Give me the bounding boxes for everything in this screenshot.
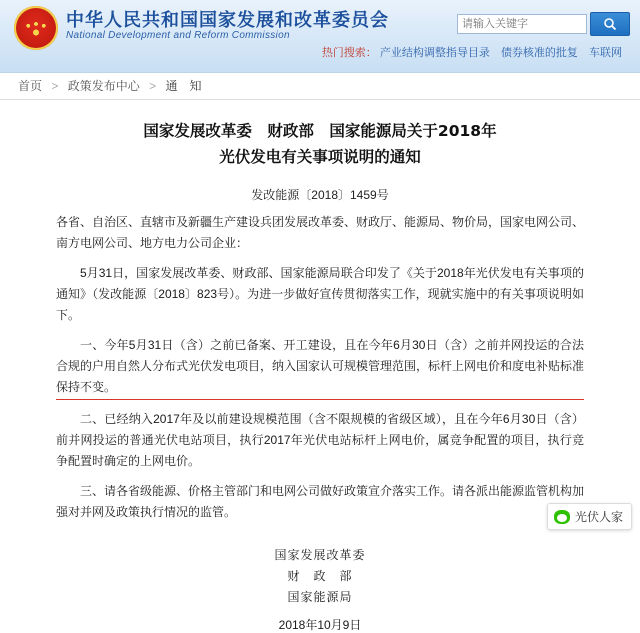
article-paragraph-recipients: 各省、自治区、直辖市及新疆生产建设兵团发展改革委、财政厅、能源局、物价局，国家电网公司、南方电网公司、地方电力公司企业：	[56, 215, 585, 250]
article-body	[56, 212, 584, 523]
signature-line-2: 国家能源局	[287, 590, 353, 604]
site-title-en: National Development and Reform Commission	[66, 30, 290, 41]
site-title-cn: 中华人民共和国国家发展和改革委员会	[66, 10, 389, 31]
signature-block	[56, 545, 584, 608]
article-paragraph-item-2: 二、已经纳入2017年及以前建设规模范围（含不限规模的省级区域），且在今年6月30日（含）前并网投运的普通光伏电站项目，执行2017年光伏电站标杆上网电价，属竞争配置的项目，执行竞争配置时确定的上网电价。	[56, 412, 584, 468]
breadcrumb-separator-1: >	[149, 79, 157, 93]
search-button[interactable]	[590, 12, 630, 36]
breadcrumb-item-notice: 通 知	[165, 79, 202, 93]
wechat-account-label: 光伏人家	[574, 510, 623, 524]
search-area	[457, 12, 630, 36]
issue-date: 2018年10月9日	[278, 618, 362, 632]
hot-search-bar	[322, 44, 630, 60]
hot-search-item-1[interactable]: 债券核准的批复	[500, 47, 578, 59]
breadcrumb-separator-0: >	[51, 79, 59, 93]
breadcrumb-item-home[interactable]: 首页	[18, 79, 43, 93]
search-icon	[603, 17, 617, 31]
breadcrumb	[0, 73, 640, 100]
article-paragraph-item-1: 一、今年5月31日（含）之前已备案、开工建设，且在今年6月30日（含）之前并网投运的合法合规的户用自然人分布式光伏发电项目，纳入国家认可规模管理范围，标杆上网电价和度电补贴标准保持不变。	[56, 335, 584, 400]
page-title-line1: 国家发展改革委 财政部 国家能源局关于2018年	[143, 122, 497, 140]
wechat-account-card[interactable]	[547, 503, 632, 530]
search-input[interactable]	[457, 14, 587, 34]
hot-search-item-0[interactable]: 产业结构调整指导目录	[379, 47, 490, 59]
document-number: 发改能源〔2018〕1459号	[251, 188, 389, 202]
signature-line-0: 国家发展改革委	[274, 548, 366, 562]
signature-line-1: 财 政 部	[287, 569, 353, 583]
page-title	[56, 118, 584, 170]
wechat-icon	[554, 510, 570, 524]
national-emblem-icon	[14, 6, 58, 50]
article	[0, 100, 640, 633]
hot-search-label: 热门搜索：	[321, 47, 377, 59]
page-title-line2: 光伏发电有关事项说明的通知	[219, 148, 421, 166]
breadcrumb-item-policy-center[interactable]: 政策发布中心	[67, 79, 140, 93]
article-paragraph-intro: 5月31日，国家发展改革委、财政部、国家能源局联合印发了《关于2018年光伏发电有关事项的通知》（发改能源〔2018〕823号）。为进一步做好宣传贯彻落实工作，现就实施中的有关事项说明如下。	[56, 266, 584, 322]
site-header	[0, 0, 640, 73]
hot-search-item-2[interactable]: 车联网	[589, 47, 622, 59]
article-paragraph-item-3: 三、请各省级能源、价格主管部门和电网公司做好政策宣介落实工作。请各派出能源监管机构加强对并网及政策执行情况的监管。	[56, 484, 585, 519]
